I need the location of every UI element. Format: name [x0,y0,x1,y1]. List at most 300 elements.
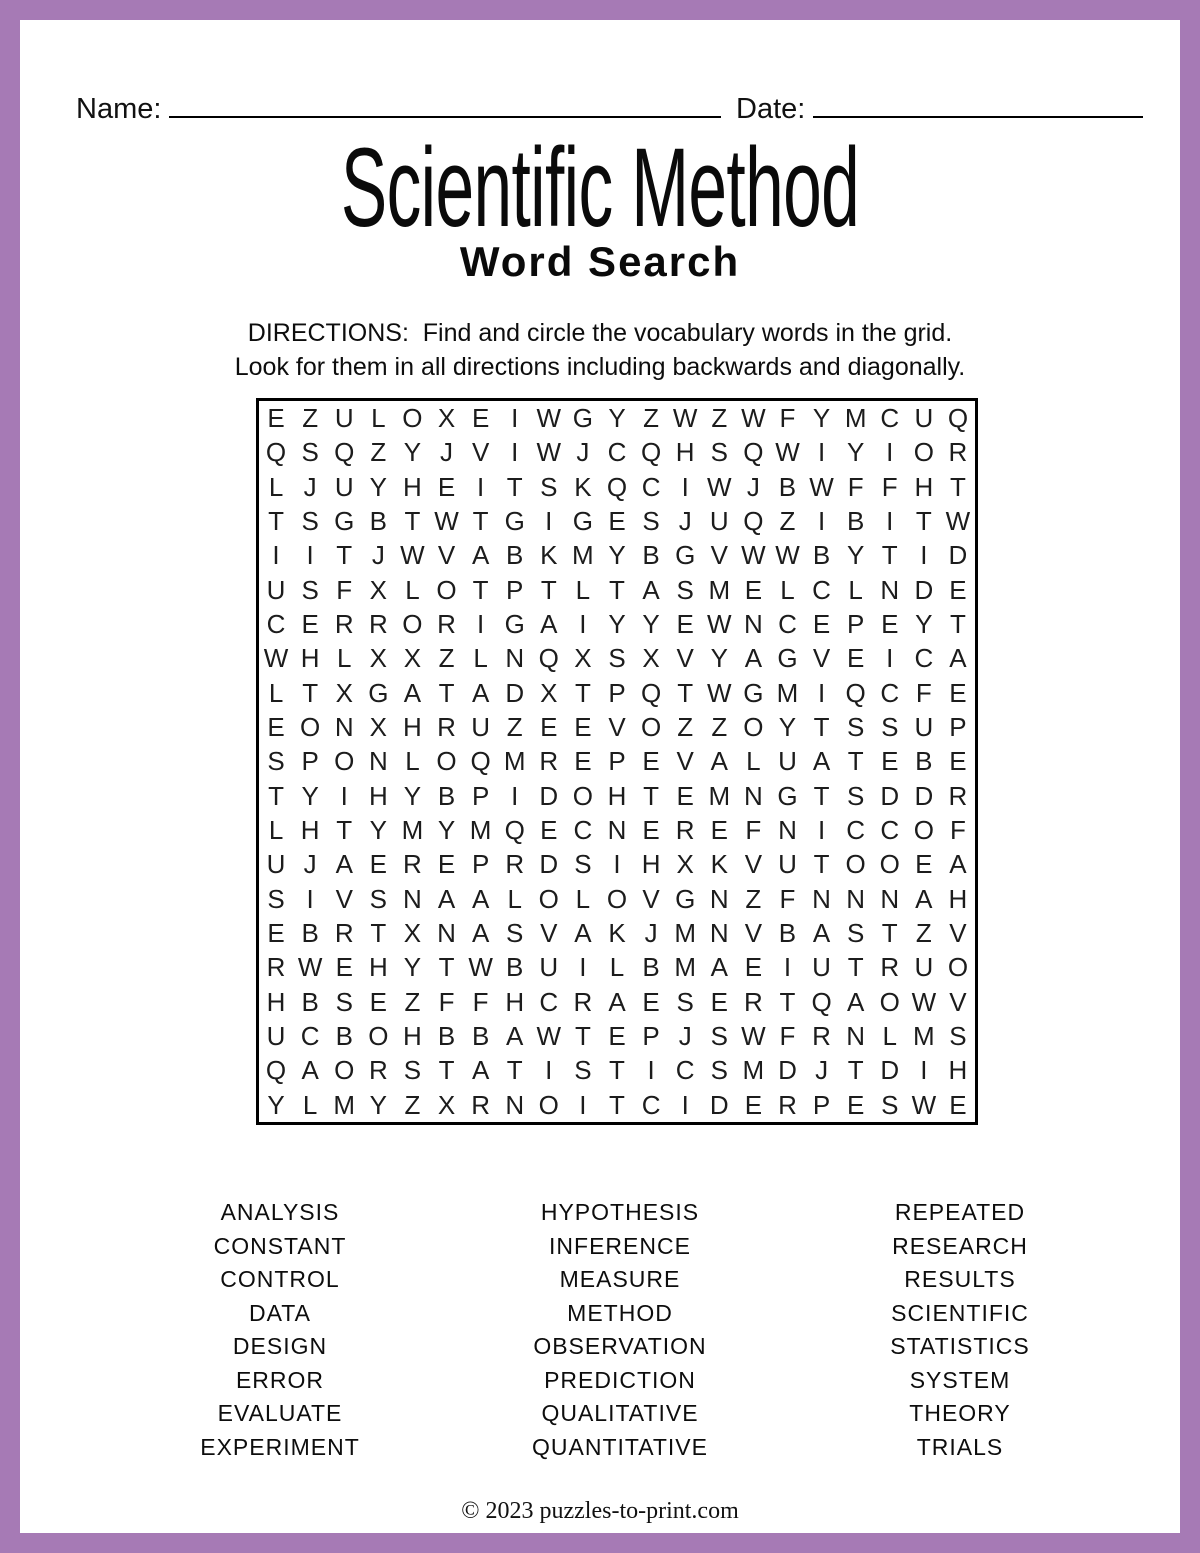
grid-cell: A [437,883,456,914]
grid-cell: B [642,540,660,571]
grid-cell: Y [915,609,933,640]
grid-cell: E [267,403,285,434]
grid-cell: G [572,403,593,434]
grid-cell: J [644,918,658,949]
grid-cell: J [815,1055,829,1086]
grid-cell: R [437,609,456,640]
grid-cell: W [741,403,766,434]
grid-cell: X [437,403,456,434]
word-item: SCIENTIFIC [891,1299,1029,1326]
grid-cell: E [881,746,899,777]
grid-cell: F [336,574,353,605]
grid-cell: W [672,403,698,434]
grid-cell: O [402,609,423,640]
grid-cell: E [642,746,660,777]
directions-line-2: Look for them in all directions including backwards and diagonally. [234,353,966,381]
grid-cell: C [573,815,593,846]
grid-cell: L [575,883,591,914]
grid-cell: F [915,677,932,708]
grid-cell: H [403,1021,422,1052]
grid-cell: R [505,849,525,880]
grid-cell: I [272,540,280,571]
grid-cell: L [780,574,795,605]
grid-cell: T [268,780,284,811]
grid-cell: S [710,1021,728,1052]
grid-cell: I [817,677,826,708]
grid-cell: Z [745,883,762,914]
grid-cell: A [710,746,728,777]
grid-cell: B [301,986,319,1017]
grid-cell: V [949,918,967,949]
grid-cell: A [471,1055,490,1086]
grid-cell: B [437,1021,456,1052]
grid-cell: A [642,574,660,605]
grid-cell: C [607,437,627,468]
grid-cell: Y [403,952,422,983]
grid-cell: S [676,574,694,605]
date-label: Date: [736,93,806,125]
grid-cell: E [267,918,285,949]
grid-cell: H [300,815,320,846]
grid-cell: R [573,986,593,1017]
grid-cell: P [846,609,865,640]
grid-cell: P [812,1089,831,1120]
grid-cell: P [471,780,490,811]
grid-cell: T [404,506,421,537]
grid-cell: W [945,506,971,537]
directions-text [20,316,1180,384]
grid-cell: X [369,712,387,743]
grid-cell: Y [608,403,626,434]
grid-cell: A [471,918,490,949]
grid-cell: A [335,849,353,880]
grid-cell: I [681,1089,689,1120]
grid-cell: J [303,849,317,880]
grid-cell: S [267,746,285,777]
grid-cell: S [846,780,865,811]
grid-cell: T [574,1021,591,1052]
grid-cell: T [540,574,557,605]
grid-cell: J [678,1021,692,1052]
grid-cell: T [506,471,523,502]
grid-cell: S [506,918,524,949]
word-item: SYSTEM [909,1366,1011,1393]
grid-cell: Z [438,643,455,674]
grid-cell: R [948,437,968,468]
word-item: RESEARCH [892,1232,1028,1259]
grid-cell: U [266,849,286,880]
grid-cell: B [778,918,797,949]
grid-cell: M [674,918,697,949]
grid-cell: H [505,986,525,1017]
grid-cell: Y [846,540,865,571]
grid-cell: J [678,506,692,537]
grid-cell: T [847,746,864,777]
grid-cell: T [609,1089,625,1120]
grid-cell: I [476,609,485,640]
grid-cell: U [914,952,934,983]
grid-cell: Q [743,437,764,468]
grid-cell: O [640,712,662,743]
grid-cell: M [776,677,799,708]
grid-cell: I [579,1089,587,1120]
word-item: METHOD [567,1299,673,1326]
grid-cell: L [746,746,761,777]
grid-cell: S [403,1055,422,1086]
grid-cell: R [368,1055,388,1086]
grid-cell: G [675,883,696,914]
grid-cell: C [266,609,286,640]
grid-cell: N [368,746,388,777]
grid-cell: J [303,471,317,502]
grid-cell: Q [504,815,525,846]
grid-cell: Y [369,1089,387,1120]
grid-cell: T [813,780,830,811]
grid-cell: B [506,540,524,571]
grid-cell: X [574,643,592,674]
grid-cell: V [540,918,558,949]
grid-cell: Q [606,471,628,502]
word-list-column [450,1196,790,1464]
grid-cell: I [545,1055,553,1086]
grid-cell: E [540,815,558,846]
grid-cell: Z [643,403,660,434]
word-item: RESULTS [904,1266,1016,1292]
grid-cell: S [881,712,899,743]
grid-cell: Y [710,643,728,674]
grid-cell: E [471,403,490,434]
grid-cell: S [301,574,319,605]
grid-cell: W [263,643,289,674]
grid-cell: X [437,1089,456,1120]
grid-cell: L [268,815,284,846]
grid-cell: Q [538,643,559,674]
grid-cell: M [401,815,424,846]
grid-cell: W [741,540,766,571]
grid-cell: B [812,540,831,571]
grid-cell: T [847,952,864,983]
grid-cell: E [574,712,592,743]
grid-cell: F [847,471,864,502]
grid-cell: E [881,609,899,640]
grid-cell: F [779,883,796,914]
grid-cell: I [886,437,894,468]
grid-cell: P [471,849,490,880]
grid-cell: I [886,506,894,537]
grid-cell: G [777,643,798,674]
grid-cell: C [846,815,866,846]
grid-cell: F [779,1021,796,1052]
grid-cell: O [436,574,457,605]
grid-cell: N [743,780,763,811]
grid-cell: G [504,506,525,537]
grid-cell: R [266,952,286,983]
grid-cell: Q [947,403,969,434]
word-item: OBSERVATION [533,1333,707,1359]
grid-cell: A [403,677,422,708]
grid-cell: A [471,540,490,571]
grid-cell: Y [608,609,626,640]
grid-cell: T [643,780,660,811]
grid-cell: H [675,437,695,468]
date-blank-line [813,86,1143,118]
grid-cell: W [741,1021,766,1052]
grid-cell: S [574,849,592,880]
grid-cell: M [742,1055,765,1086]
grid-cell: T [472,574,489,605]
word-list [110,1196,1130,1464]
grid-cell: A [574,918,592,949]
grid-cell: E [744,574,763,605]
grid-cell: H [403,471,422,502]
grid-cell: Z [677,712,694,743]
grid-cell: U [266,1021,286,1052]
grid-cell: Y [812,403,831,434]
grid-cell: V [676,746,694,777]
grid-cell: N [778,815,797,846]
grid-cell: I [920,1055,928,1086]
grid-cell: V [642,883,660,914]
grid-cell: T [847,1055,864,1086]
grid-cell: X [540,677,558,708]
grid-cell: T [370,918,387,949]
grid-cell: X [369,643,387,674]
grid-cell: G [504,609,525,640]
name-field [76,86,721,126]
word-item: EVALUATE [217,1400,343,1426]
grid-cell: D [914,574,934,605]
grid-cell: O [879,849,900,880]
grid-cell: S [846,712,865,743]
grid-cell: R [437,712,456,743]
grid-cell: D [539,780,559,811]
grid-cell: S [642,506,660,537]
grid-cell: U [471,712,490,743]
word-item: STATISTICS [890,1333,1030,1359]
grid-cell: D [948,540,968,571]
grid-cell: E [846,1089,865,1120]
grid-cell: V [812,643,831,674]
grid-cell: E [949,1089,967,1120]
grid-cell: M [469,815,492,846]
grid-cell: M [572,540,594,571]
grid-cell: B [335,1021,353,1052]
grid-cell: E [369,986,387,1017]
grid-cell: T [336,540,353,571]
grid-cell: I [511,403,519,434]
grid-cell: T [609,574,625,605]
word-item: ANALYSIS [220,1199,340,1225]
grid-cell: R [368,609,388,640]
grid-cell: Y [369,471,387,502]
grid-cell: W [297,952,323,983]
grid-cell: E [608,1021,626,1052]
word-item: REPEATED [894,1199,1026,1225]
grid-cell: A [540,609,558,640]
word-item: DATA [249,1299,311,1326]
grid-cell: J [576,437,590,468]
word-item: CONSTANT [213,1232,347,1259]
grid-cell: C [880,677,900,708]
grid-cell: E [642,986,660,1017]
grid-cell: O [913,815,934,846]
grid-cell: X [335,677,353,708]
grid-cell: N [846,883,866,914]
grid-cell: E [812,609,831,640]
grid-cell: Q [470,746,491,777]
grid-cell: O [402,403,423,434]
grid-cell: L [268,471,284,502]
grid-cell: L [405,746,420,777]
grid-cell: C [778,609,797,640]
grid-cell: O [334,1055,355,1086]
grid-cell: R [778,1089,797,1120]
grid-cell: M [708,780,731,811]
grid-cell: S [267,883,285,914]
grid-cell: B [846,506,865,537]
grid-cell: P [608,677,626,708]
grid-cell: M [913,1021,935,1052]
grid-cell: N [334,712,354,743]
grid-cell: K [710,849,728,880]
grid-cell: Q [334,437,355,468]
grid-cell: O [947,952,969,983]
grid-cell: B [915,746,933,777]
grid-cell: I [647,1055,655,1086]
grid-cell: Z [711,712,728,743]
grid-cell: R [471,1089,490,1120]
grid-cell: C [880,403,900,434]
grid-cell: T [813,849,830,880]
grid-cell: F [745,815,762,846]
grid-cell: E [267,712,285,743]
grid-cell: U [914,712,934,743]
grid-cell: T [949,471,966,502]
grid-cell: I [681,471,689,502]
grid-cell: L [337,643,352,674]
grid-cell: Y [437,815,456,846]
grid-cell: U [812,952,831,983]
word-list-column [790,1196,1130,1464]
grid-cell: I [511,780,519,811]
grid-cell: I [306,540,314,571]
grid-cell: L [882,1021,897,1052]
word-item: THEORY [909,1400,1011,1426]
grid-cell: I [545,506,553,537]
grid-cell: F [438,986,455,1017]
grid-cell: N [709,883,729,914]
grid-cell: N [437,918,456,949]
grid-cell: Y [369,815,387,846]
grid-cell: N [403,883,422,914]
grid-cell: Q [845,677,866,708]
grid-cell: I [817,506,826,537]
directions-line-1: DIRECTIONS: Find and circle the vocabulary words in the grid. [247,319,953,347]
grid-cell: I [613,849,621,880]
grid-cell: S [608,643,626,674]
word-item: HYPOTHESIS [540,1199,700,1225]
grid-cell: T [438,1055,455,1086]
grid-cell: U [778,746,797,777]
grid-cell: C [914,643,934,674]
grid-cell: U [334,471,354,502]
grid-cell: W [707,609,732,640]
grid-cell: F [881,471,898,502]
grid-cell: A [301,1055,319,1086]
grid-cell: H [914,471,934,502]
grid-cell: A [471,883,490,914]
grid-cell: N [880,883,900,914]
grid-cell: M [844,403,867,434]
grid-cell: I [783,952,792,983]
grid-cell: R [334,609,354,640]
grid-cell: Y [846,437,865,468]
grid-cell: L [268,677,284,708]
word-item: EXPERIMENT [200,1433,360,1460]
grid-cell: U [334,403,354,434]
grid-cell: G [777,780,798,811]
grid-cell: W [707,677,732,708]
grid-cell: Q [265,1055,287,1086]
grid-cell: Z [506,712,523,743]
grid-cell: E [949,677,967,708]
grid-cell: D [539,849,559,880]
grid-cell: C [812,574,831,605]
name-blank-line [169,86,721,118]
grid-cell: O [538,1089,559,1120]
grid-cell: A [812,918,831,949]
grid-cell: W [400,540,425,571]
grid-cell: A [744,643,763,674]
grid-cell: V [744,849,763,880]
grid-cell: O [334,746,355,777]
grid-cell: V [676,643,694,674]
grid-cell: S [949,1021,967,1052]
word-item: DESIGN [232,1333,328,1359]
grid-cell: J [371,540,385,571]
grid-cell: O [436,746,457,777]
grid-cell: T [881,540,898,571]
grid-cell: S [676,986,694,1017]
grid-cell: E [744,952,763,983]
grid-cell: E [437,471,456,502]
word-item: QUANTITATIVE [532,1433,708,1460]
grid-cell: Z [915,918,932,949]
grid-cell: Z [302,403,319,434]
grid-cell: C [675,1055,695,1086]
grid-cell: Q [743,506,764,537]
grid-cell: T [915,506,932,537]
grid-cell: V [744,918,763,949]
grid-cell: E [301,609,319,640]
word-item: ERROR [235,1366,325,1393]
grid-cell: T [813,712,830,743]
grid-cell: A [949,849,967,880]
grid-cell: X [403,643,422,674]
grid-cell: U [709,506,729,537]
grid-cell: L [302,1089,318,1120]
grid-cell: I [817,437,826,468]
grid-cell: W [775,437,800,468]
grid-cell: R [880,952,900,983]
grid-cell: B [471,1021,490,1052]
grid-cell: D [778,1055,797,1086]
grid-cell: Y [301,780,319,811]
grid-cell: B [369,506,387,537]
grid-cell: A [915,883,933,914]
grid-cell: Q [265,437,287,468]
grid-cell: Y [403,437,422,468]
